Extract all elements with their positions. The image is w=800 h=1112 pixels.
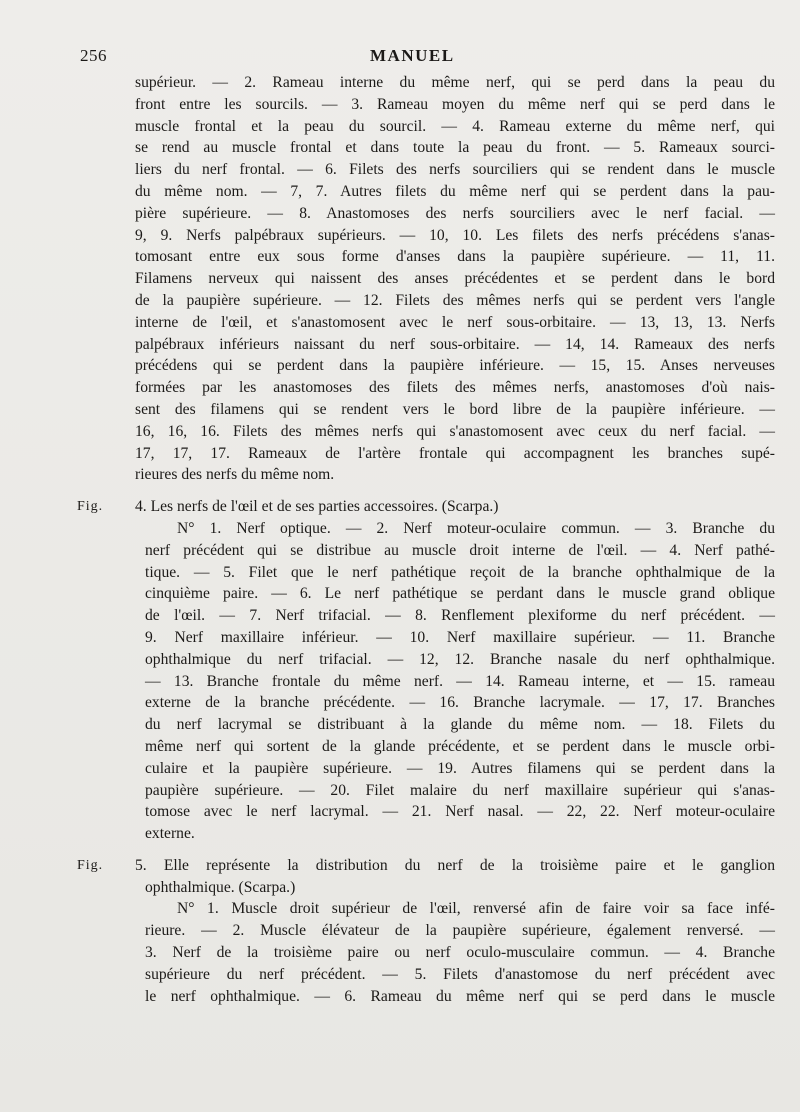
text-line: rieure. — 2. Muscle élévateur de la paupière supérieure, également renversé. —: [145, 922, 775, 940]
text-line: N° 1. Muscle droit supérieur de l'œil, renversé afin de faire voir sa face infé-: [177, 900, 775, 918]
text-line: liers du nerf frontal. — 6. Filets des nerfs sourciliers qui se rendent dans le muscle: [135, 161, 775, 179]
text-line: 3. Nerf de la troisième paire ou nerf oculo-musculaire commun. — 4. Branche: [145, 944, 775, 962]
text-line: paupière supérieure. — 20. Filet malaire du nerf maxillaire supérieur qui s'anas-: [145, 781, 775, 799]
text-line: supérieure du nerf précédent. — 5. Filets d'anastomose du nerf précédent avec: [145, 965, 775, 983]
text-line: muscle frontal et la peau du sourcil. — 4. Rameau externe du même nerf, qui: [135, 117, 775, 135]
text-line: du nerf lacrymal se distribuant à la glande du même nom. — 18. Filets du: [145, 716, 775, 734]
paragraph-fig3-continuation: [135, 72, 775, 486]
text-line: externe de la branche précédente. — 16. Branche lacrymale. — 17, 17. Branches: [145, 694, 775, 712]
text-line: tique. — 5. Filet que le nerf pathétique reçoit de la branche ophthalmique de la: [145, 563, 775, 581]
text-line: du même nom. — 7, 7. Autres filets du même nerf qui se perdent dans la pau-: [135, 182, 775, 200]
text-line: front entre les sourcils. — 3. Rameau moyen du même nerf qui se perd dans le: [135, 95, 775, 113]
text-line: — 13. Branche frontale du même nerf. — 14. Rameau interne, et — 15. rameau: [145, 672, 775, 690]
text-line: se rend au muscle frontal et dans toute la peau du front. — 5. Rameaux sourci-: [135, 139, 775, 157]
figure-heading: 4. Les nerfs de l'œil et de ses parties accessoires. (Scarpa.): [135, 498, 499, 516]
text-line: tomose avec le nerf lacrymal. — 21. Nerf nasal. — 22, 22. Nerf moteur-oculaire: [145, 803, 775, 821]
page-number: 256: [80, 46, 107, 65]
text-line: 17, 17, 17. Rameaux de l'artère frontale qui accompagnent les branches supé-: [135, 444, 775, 462]
fig-label: Fig.: [77, 857, 104, 873]
running-title: MANUEL: [370, 46, 455, 65]
text-line: rieures des nerfs du même nom.: [135, 466, 335, 484]
text-line: Filamens nerveux qui naissent des anses précédentes et se perdent dans le bord: [135, 270, 775, 288]
text-line: supérieur. — 2. Rameau interne du même nerf, qui se perd dans la peau du: [135, 74, 775, 91]
text-line: nerf précédent qui se distribue au muscle droit interne de l'œil. — 4. Nerf pathé-: [145, 541, 775, 559]
text-line: culaire et la paupière supérieure. — 19. Autres filamens qui se perdent dans la: [145, 759, 775, 777]
text-line: 9, 9. Nerfs palpébraux supérieurs. — 10, 10. Les filets des nerfs précédens s'anas-: [135, 226, 775, 244]
text-line: tomosant entre eux sous forme d'anses dans la paupière supérieure. — 11, 11.: [135, 248, 775, 266]
fig-label: Fig.: [77, 499, 104, 515]
figure-heading: 5. Elle représente la distribution du nerf de la troisième paire et le ganglion: [135, 856, 775, 874]
text-line: interne de l'œil, et s'anastomosent avec le nerf sous-orbitaire. — 13, 13, 13. Nerfs: [135, 313, 775, 331]
text-line: même nerf qui sortent de la glande précédente, et se perdent dans le muscle orbi-: [145, 737, 775, 755]
text-line: ophthalmique du nerf trifacial. — 12, 12. Branche nasale du nerf ophthalmique.: [145, 650, 775, 668]
text-line: externe.: [145, 825, 195, 843]
text-line: de la paupière supérieure. — 12. Filets des mêmes nerfs qui se perdent vers l'angle: [135, 291, 775, 309]
figure-5-legend: [77, 855, 775, 1008]
running-head: [80, 46, 800, 70]
text-line: 16, 16, 16. Filets des mêmes nerfs qui s'anastomosent avec ceux du nerf facial. —: [135, 422, 775, 440]
text-line: formées par les anastomoses des filets des mêmes nerfs, anastomoses d'où nais-: [135, 379, 775, 397]
text-line: palpébraux inférieurs naissant du nerf sous-orbitaire. — 14, 14. Rameaux des nerfs: [135, 335, 775, 353]
figure-4-legend: [77, 496, 775, 845]
text-line: N° 1. Nerf optique. — 2. Nerf moteur-oculaire commun. — 3. Branche du: [177, 519, 775, 537]
text-line: sent des filamens qui se rendent vers le bord libre de la paupière inférieure. —: [135, 400, 775, 418]
text-line: de l'œil. — 7. Nerf trifacial. — 8. Renflement plexiforme du nerf précédent. —: [145, 607, 775, 625]
text-line: le nerf ophthalmique. — 6. Rameau du même nerf qui se perd dans le muscle: [145, 987, 775, 1005]
body-text: [77, 72, 775, 1007]
text-line: pière supérieure. — 8. Anastomoses des nerfs sourciliers avec le nerf facial. —: [135, 204, 775, 222]
text-line: cinquième paire. — 6. Le nerf pathétique se perdant dans le muscle grand oblique: [145, 585, 775, 603]
figure-heading: ophthalmique. (Scarpa.): [145, 878, 296, 896]
text-line: précédens qui se perdent dans la paupière inférieure. — 15, 15. Anses nerveuses: [135, 357, 775, 375]
text-line: 9. Nerf maxillaire inférieur. — 10. Nerf maxillaire supérieur. — 11. Branche: [145, 628, 775, 646]
